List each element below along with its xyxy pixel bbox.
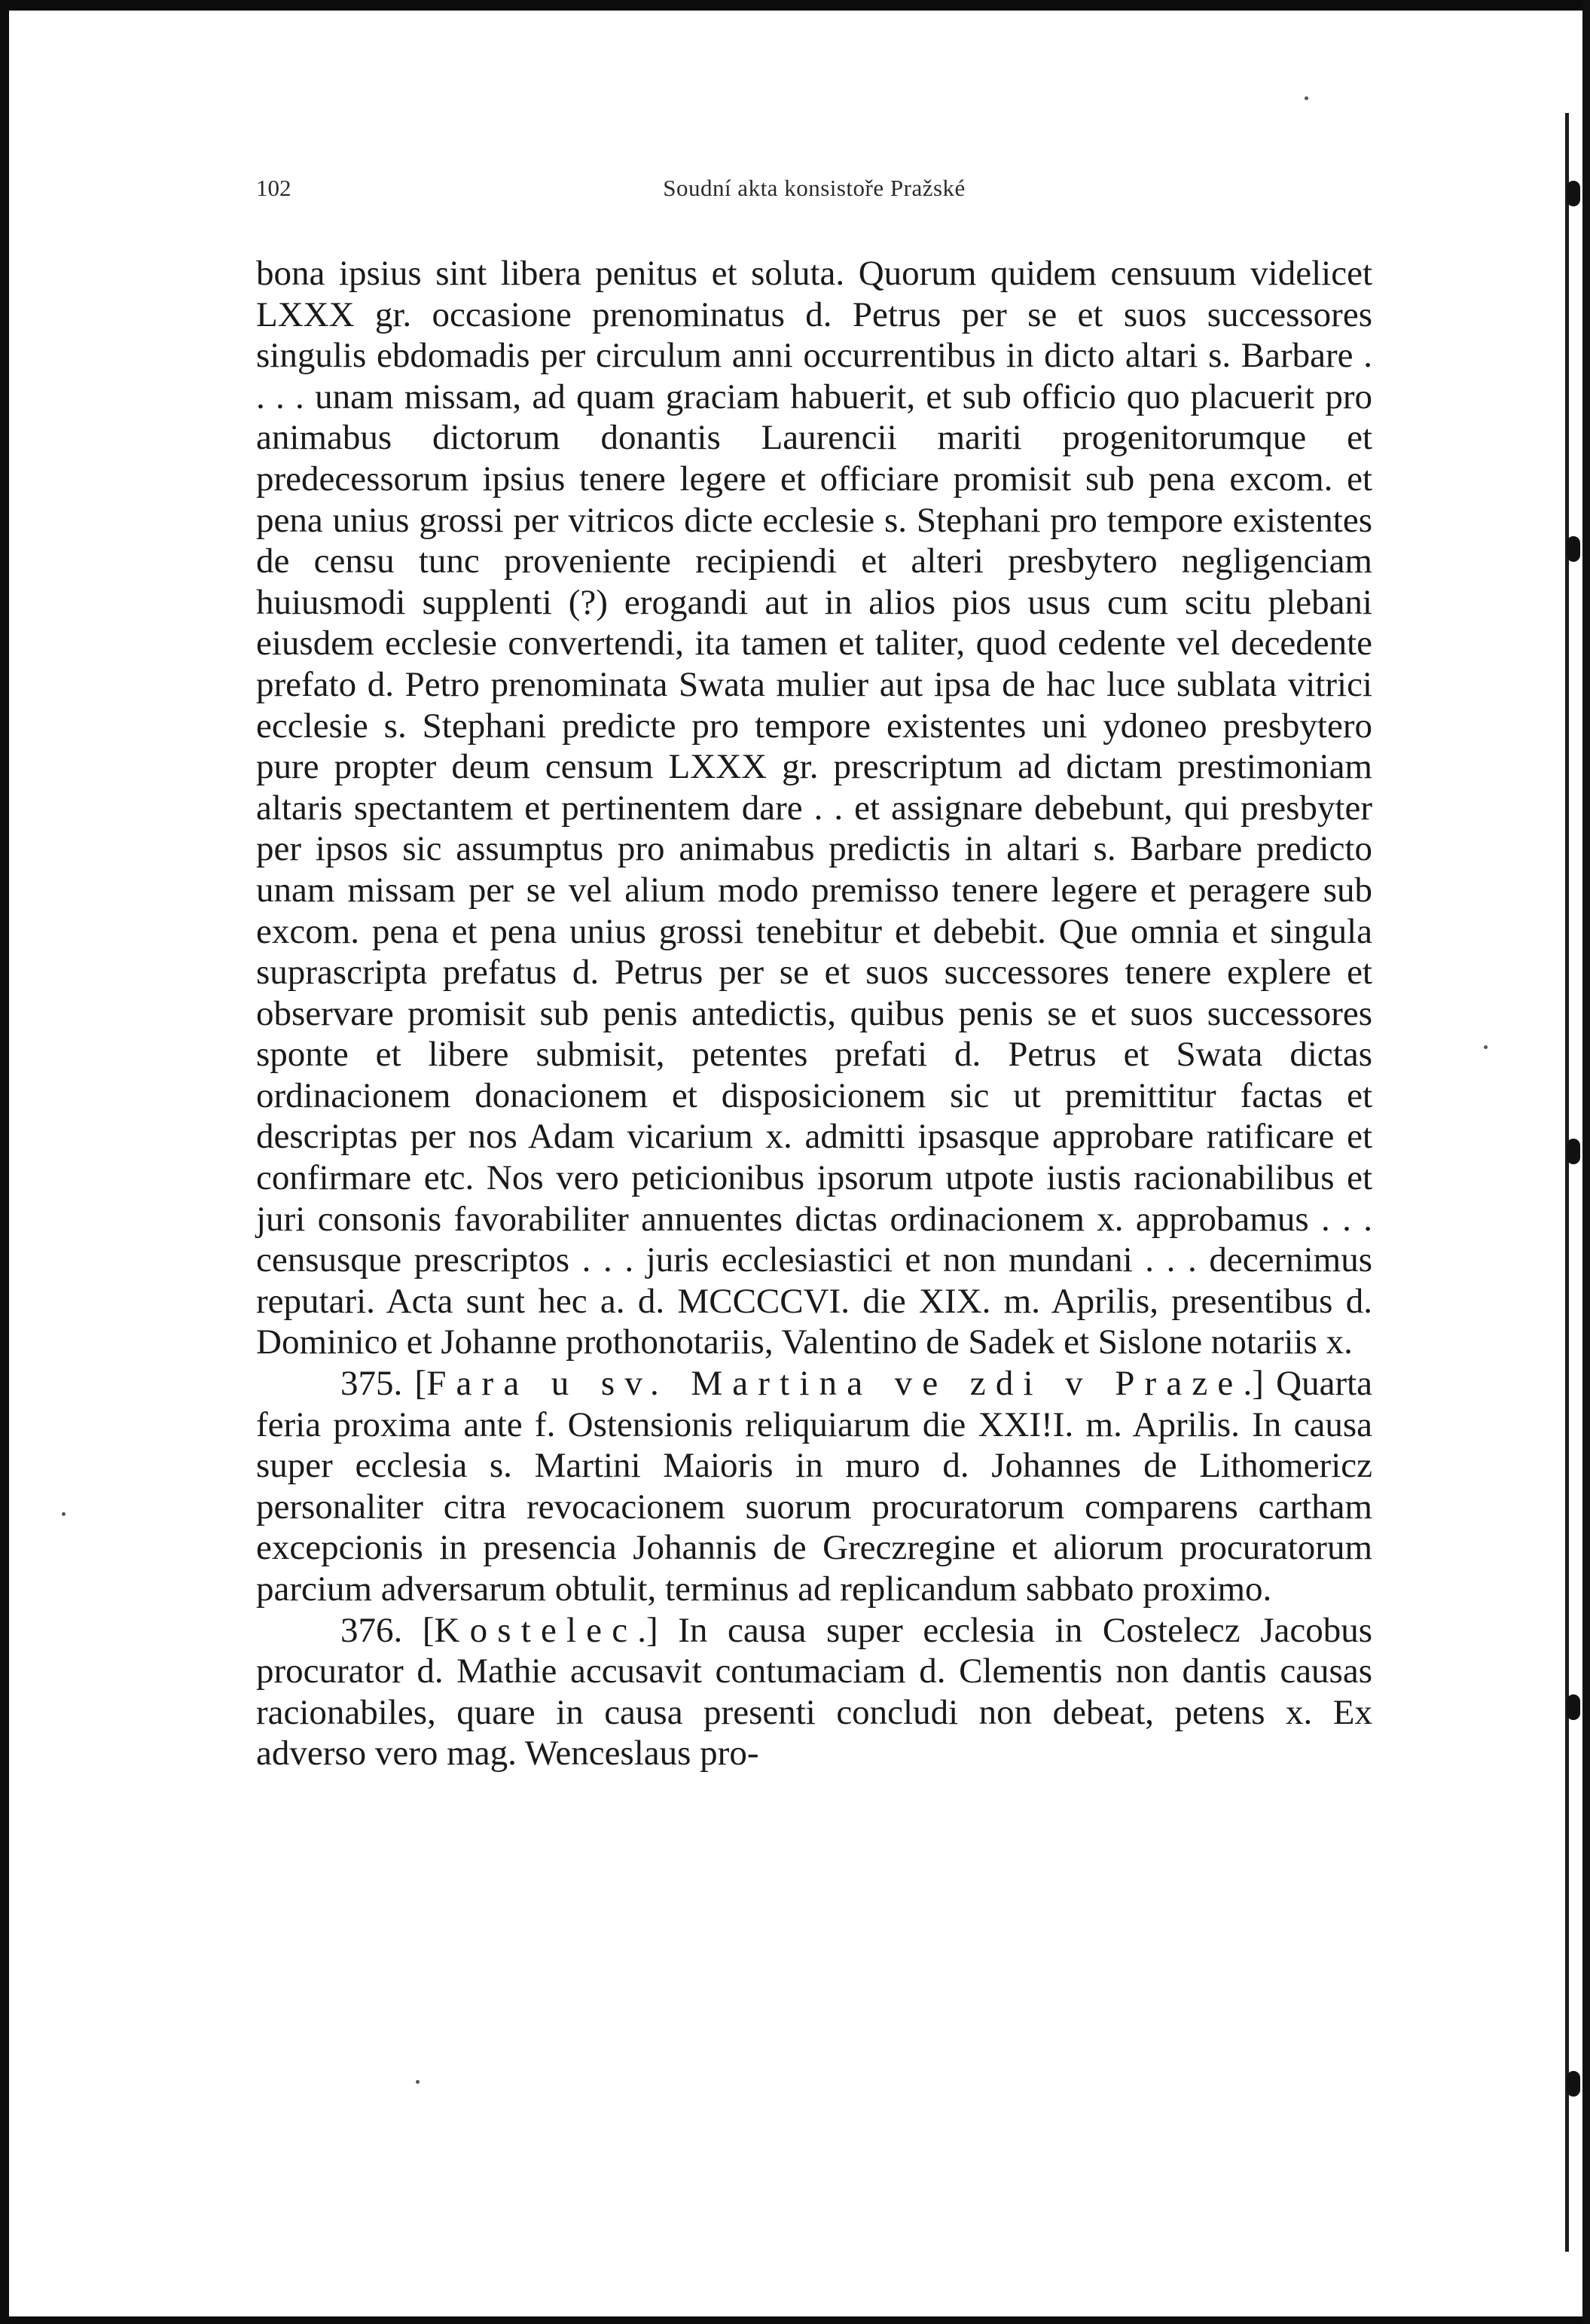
running-title: Soudní akta konsistoře Pražské xyxy=(663,175,966,201)
scan-speck xyxy=(62,1512,66,1516)
binding-mark xyxy=(1567,1694,1580,1720)
binding-mark xyxy=(1567,2071,1580,2097)
scan-speck xyxy=(1484,1045,1488,1049)
page-number: 102 xyxy=(256,175,291,201)
entry-text: In causa super ecclesia in Costelecz Jacobus procurator d. Mathie accusavit contumaciam d. Clementis non dantis causas racionabiles, quare in causa presenti concludi non debeat, petens x. Ex adverso vero mag. Wenceslaus pro- xyxy=(256,1610,1372,1773)
binding-mark xyxy=(1567,1139,1580,1164)
binding-mark xyxy=(1567,181,1580,206)
binding-mark xyxy=(1567,536,1580,562)
entry-text: Quarta feria proxima ante f. Ostensionis reliquiarum die XXI!I. m. Aprilis. In causa super ecclesia s. Martini Maioris in muro d. Johannes de Lithomericz personaliter citra revocacionem suorum procuratorum comparens cartham excepcionis in presencia Johannis de Greczregine et aliorum procuratorum parcium adversarum obtulit, terminus ad replicandum sabbato proximo. xyxy=(256,1364,1373,1609)
scan-speck xyxy=(416,2080,420,2084)
entry-place: Kostelec xyxy=(434,1610,638,1650)
entry-375 xyxy=(256,1363,1372,1610)
continuation-paragraph: bona ipsius sint libera penitus et soluta. Quorum quidem censuum videlicet LXXX gr. occasione prenominatus d. Petrus per se et suos successores singulis ebdomadis per circulum anni occurrentibus in dicto altari s. Barbare . . . . unam missam, ad quam graciam habuerit, et sub officio quo placuerit pro animabus dictorum donantis Laurencii mariti progenitorumque et predecessorum ipsius tenere legere et officiare promisit sub pena excom. et pena unius grossi per vitricos dicte ecclesie s. Stephani pro tempore existentes de censu tunc proveniente recipiendi et alteri presbytero negligenciam huiusmodi supplenti (?) erogandi aut in alios pios usus cum scitu plebani eiusdem ecclesie convertendi, ita tamen et taliter, quod cedente vel decedente prefato d. Petro prenominata Swata mulier aut ipsa de hac luce sublata vitrici ecclesie s. Stephani predicte pro tempore existentes uni ydoneo presbytero pure propter deum censum LXXX gr. prescriptum ad dictam prestimoniam altaris spectantem et pertinentem dare . . et assignare debebunt, qui presbyter per ipsos sic assumptus pro animabus predictis in altari s. Barbare predicto unam missam per se vel alium modo premisso tenere legere et peragere sub excom. pena et pena unius grossi tenebitur et debebit. Que omnia et singula suprascripta prefatus d. Petrus per se et suos successores tenere explere et observare promisit sub penis antedictis, quibus penis se et suos successores sponte et libere submisit, petentes prefati d. Petrus et Swata dictas ordinacionem donacionem et disposicionem sic ut premittitur factas et descriptas per nos Adam vicarium x. admitti ipsasque approbare ratificare et confirmare etc. Nos vero peticionibus ipsorum utpote iustis racionabilibus et juri consonis favorabiliter annuentes dictas ordinacionem x. approbamus . . . censusque prescriptos . . . juris ecclesiastici et non mundani . . . decernimus reputari. Acta sunt hec a. d. MCCCCVI. die XIX. m. Aprilis, presentibus d. Dominico et Johanne prothonotariis, Valentino de Sadek et Sislone notariis x. xyxy=(256,254,1372,1362)
entry-bracket: .] xyxy=(1243,1364,1264,1404)
entry-place: Fara u sv. Martina ve zdi v Praze xyxy=(426,1364,1244,1404)
entry-376 xyxy=(256,1610,1372,1774)
binding-edge xyxy=(1565,113,1584,2252)
entry-bracket: .] xyxy=(637,1610,658,1650)
main-text xyxy=(256,253,1372,1774)
entry-number: 376. xyxy=(340,1610,403,1650)
entry-bracket: [ xyxy=(422,1610,435,1650)
entry-number: 375. xyxy=(340,1364,403,1404)
page-header xyxy=(256,175,1372,205)
entry-bracket: [ xyxy=(414,1364,427,1404)
scan-speck xyxy=(1305,96,1308,100)
